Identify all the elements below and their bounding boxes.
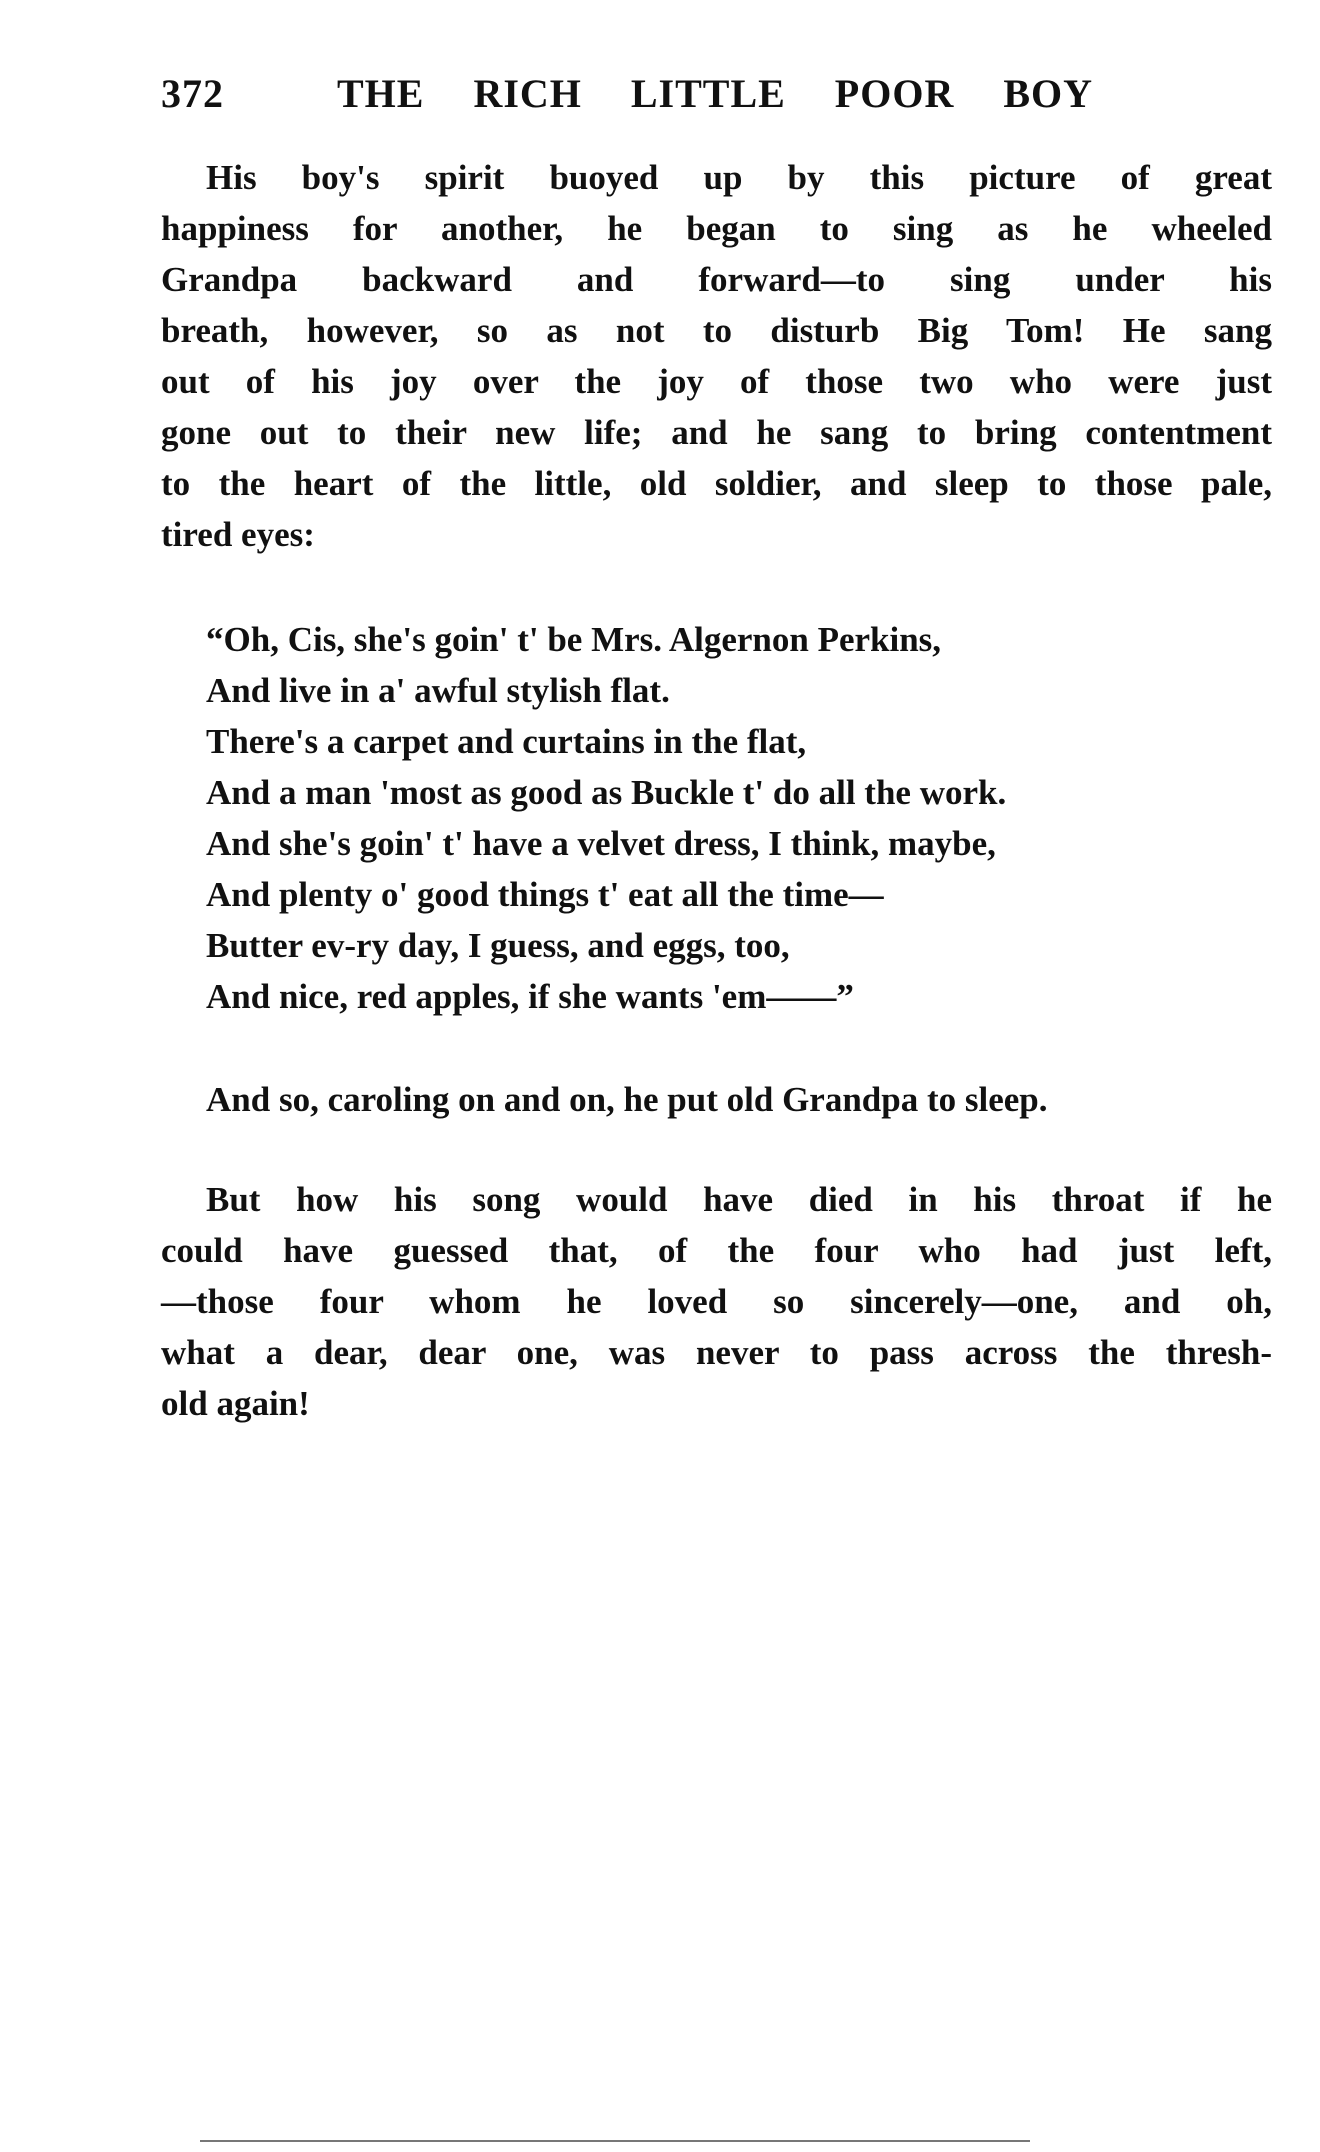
text-line: breath, however, so as not to disturb Big Tom! He sang [161, 311, 1272, 350]
text-line: could have guessed that, of the four who had just left, [161, 1231, 1272, 1270]
text-line: happiness for another, he began to sing as he wheeled [161, 209, 1272, 248]
poem-line: And a man 'most as good as Buckle t' do all the work. [206, 773, 1007, 812]
poem-line: And live in a' awful stylish flat. [206, 671, 670, 710]
text-line: —those four whom he loved so sincerely—one, and oh, [161, 1282, 1272, 1321]
poem-line: And she's goin' t' have a velvet dress, I think, maybe, [206, 824, 996, 863]
text-line: His boy's spirit buoyed up by this picture of great [206, 158, 1272, 197]
poem-line: Butter ev-ry day, I guess, and eggs, too, [206, 926, 790, 965]
text-line: out of his joy over the joy of those two who were just [161, 362, 1272, 401]
poem-line: “Oh, Cis, she's goin' t' be Mrs. Algernon Perkins, [206, 620, 942, 659]
text-line: old again! [161, 1384, 310, 1423]
text-line: tired eyes: [161, 515, 315, 554]
page-number: 372 [161, 71, 224, 116]
text-line: to the heart of the little, old soldier, and sleep to those pale, [161, 464, 1272, 503]
poem-line: And nice, red apples, if she wants 'em——” [206, 977, 854, 1016]
bottom-scan-line [200, 2140, 1030, 2142]
text-line: But how his song would have died in his throat if he [206, 1180, 1272, 1219]
paragraph-2: And so, caroling on and on, he put old Grandpa to sleep. [206, 1080, 1048, 1119]
text-line: what a dear, dear one, was never to pass across the thresh- [161, 1333, 1272, 1372]
text-line: Grandpa backward and forward—to sing under his [161, 260, 1272, 299]
poem-line: And plenty o' good things t' eat all the time— [206, 875, 884, 914]
running-title: THE RICH LITTLE POOR BOY [337, 71, 1093, 116]
poem-line: There's a carpet and curtains in the flat, [206, 722, 807, 761]
text-line: gone out to their new life; and he sang to bring contentment [161, 413, 1272, 452]
